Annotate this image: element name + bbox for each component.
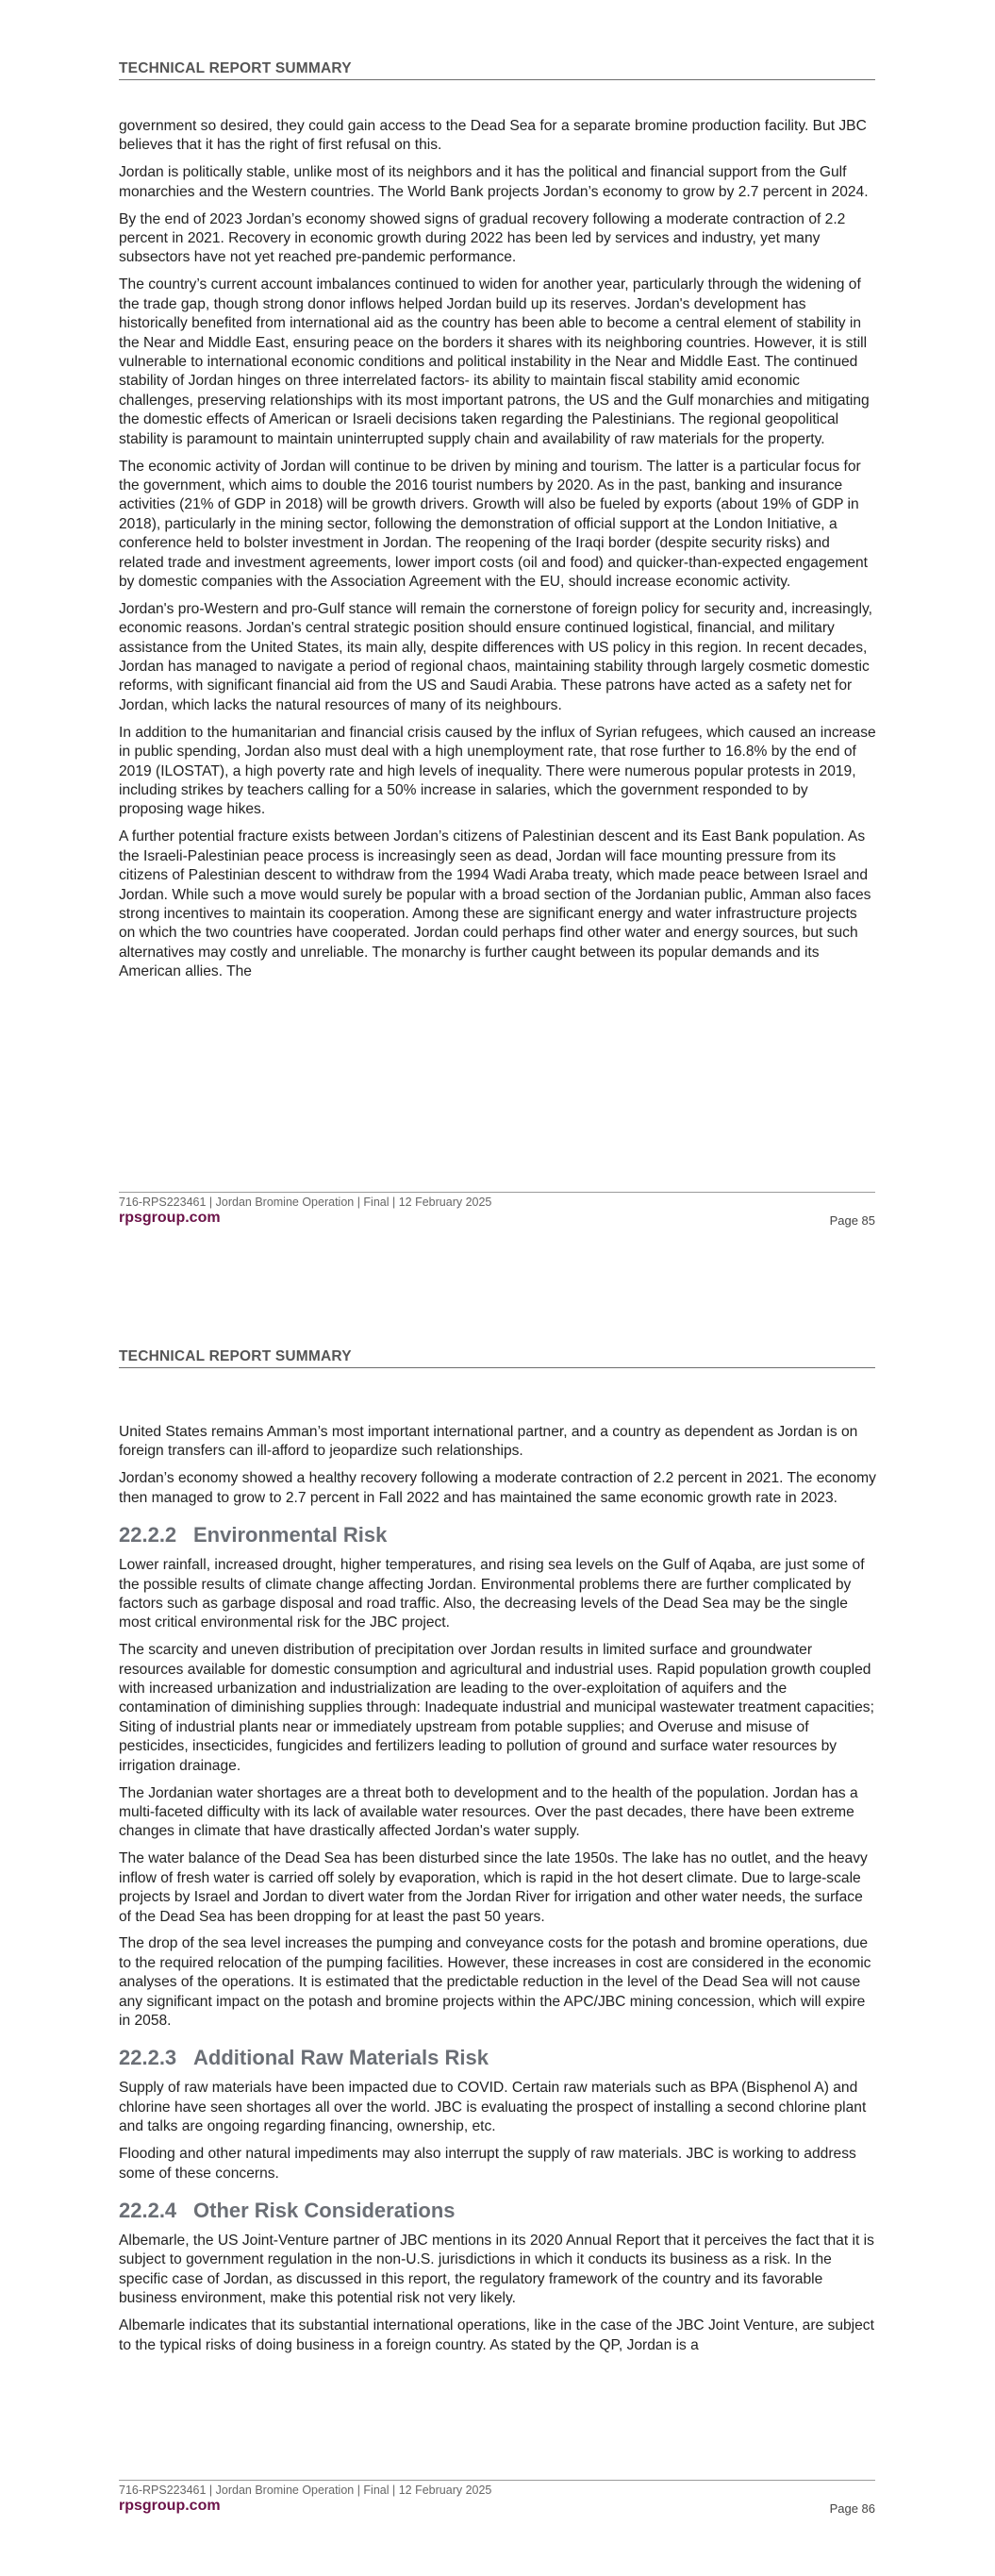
paragraph: Lower rainfall, increased drought, higher temperatures, and rising sea levels on the Gulf of Aqaba, are just some of the possible results of climate change affecting Jordan. Environmental problems there are further complicated by factors such as garbage disposal and road traffic. Also, the decreasing levels of the Dead Sea may be the single most critical environmental risk for the JBC project. — [119, 1557, 865, 1631]
footer-meta: 716-RPS223461 | Jordan Bromine Operation | Final | 12 February 2025 — [119, 1196, 492, 1209]
paragraph: The economic activity of Jordan will continue to be driven by mining and tourism. The latter is a particular focus for the government, which aims to double the 2016 tourist numbers by 2020. As in the past, banking and insurance activities (21% of GDP in 2018) will be growth drivers. Growth will also be fueled by exports (about 19% of GDP in 2018), particularly in the mining sector, following the demonstration of official support at the London Initiative, a conference held to bolster investment in Jordan. The reopening of the Iraqi border (despite security risks) and related trade and investment agreements, lower import costs (oil and food) and quicker-than-expected engagement by domestic companies with the Association Agreement with the EU, should increase economic activity. — [119, 458, 868, 590]
footer-meta: 716-RPS223461 | Jordan Bromine Operation | Final | 12 February 2025 — [119, 2484, 492, 2497]
paragraph: By the end of 2023 Jordan’s economy showed signs of gradual recovery following a moderate contraction of 2.2 percent in 2021. Recovery in economic growth during 2022 has been led by services and industry, yet many subsectors have not yet reached pre-pandemic performance. — [119, 210, 846, 266]
paragraph: The scarcity and uneven distribution of precipitation over Jordan results in limited surface and groundwater resources available for domestic consumption and agricultural and industrial uses. Rapid population growth coupled with increased urbanization and industrialization are leading to the over-exploitation of aquifers and the contamination of diminishing supplies through: Inadequate industrial and municipal wastewater treatment capacities; Siting of industrial plants near or immediately upstream from potable supplies; and Overuse and misuse of pesticides, insecticides, fungicides and fertilizers leading to pollution of ground and surface water resources by irrigation drainage. — [119, 1642, 874, 1774]
section-title: Environmental Risk — [193, 1523, 388, 1547]
section-number: 22.2.2 — [119, 1523, 177, 1547]
header-title: TECHNICAL REPORT SUMMARY — [119, 60, 352, 76]
paragraph: United States remains Amman’s most important international partner, and a country as dependent as Jordan is on foreign transfers can ill-afford to jeopardize such relationships. — [119, 1424, 858, 1460]
page-footer — [119, 1192, 875, 1227]
page-number: Page 85 — [829, 1213, 875, 1228]
page-number: Page 86 — [829, 2501, 875, 2516]
paragraph: Supply of raw materials have been impacted due to COVID. Certain raw materials such as BPA (Bisphenol A) and chlorine have seen shortages all over the world. JBC is evaluating the prospect of installing a second chlorine plant and talks are ongoing regarding financing, ownership, etc. — [119, 2080, 867, 2135]
paragraph: A further potential fracture exists between Jordan’s citizens of Palestinian descent and its East Bank population. As the Israeli-Palestinian peace process is increasingly seen as dead, Jordan will face mounting pressure from its citizens of Palestinian descent to withdraw from the 1994 Wadi Araba treaty, which made peace between Israel and Jordan. While such a move would surely be popular with a broad section of the Jordanian public, Amman also faces strong incentives to maintain its cooperation. Among these are significant energy and water infrastructure projects on which the two countries have cooperated. Jordan could perhaps find other water and energy sources, but such alternatives may costly and unreliable. The monarchy is further caught between its popular demands and its American allies. The — [119, 828, 871, 980]
section-title: Other Risk Considerations — [193, 2199, 456, 2222]
paragraph: In addition to the humanitarian and financial crisis caused by the influx of Syrian refugees, which caused an increase in public spending, Jordan also must deal with a high unemployment rate, that rose further to 16.8% by the end of 2019 (ILOSTAT), a high poverty rate and high levels of inequality. There were numerous popular protests in 2019, including strikes by teachers calling for a 50% increase in salaries, which the government responded to by proposing wage hikes. — [119, 724, 876, 818]
paragraph: Flooding and other natural impediments may also interrupt the supply of raw materials. JBC is working to address some of these concerns. — [119, 2146, 856, 2182]
paragraph: Albemarle indicates that its substantial international operations, like in the case of the JBC Joint Venture, are subject to the typical risks of doing business in a foreign country. As stated by the QP, Jordan is a — [119, 2317, 874, 2353]
paragraph: The country’s current account imbalances continued to widen for another year, particularly through the widening of the trade gap, though strong donor inflows helped Jordan build up its reserves. Jordan's development has historically benefited from international aid as the country has been able to become a central element of stability in the Near and Middle East, ensuring peace on the borders it shares with its neighboring countries. However, it is still vulnerable to international economic conditions and political instability in the Near and Middle East. The continued stability of Jordan hinges on three interrelated factors- its ability to maintain fiscal stability amid economic challenges, preserving relationships with its most important patrons, the US and the Gulf monarchies and mitigating the domestic effects of American or Israeli decisions taken regarding the Palestinians. The regional geopolitical stability is paramount to maintain uninterrupted supply chain and availability of raw materials for the property. — [119, 276, 870, 447]
page-86 — [0, 1288, 995, 2576]
page-footer — [119, 2480, 875, 2515]
paragraph: Jordan’s economy showed a healthy recovery following a moderate contraction of 2.2 percent in 2021. The economy then managed to grow to 2.7 percent in Fall 2022 and has maintained the same economic growth rate in 2023. — [119, 1470, 876, 1506]
footer-site-link[interactable]: rpsgroup.com — [119, 2498, 221, 2514]
paragraph: Jordan is politically stable, unlike most of its neighbors and it has the political and financial support from the Gulf monarchies and the Western countries. The World Bank projects Jordan’s economy to grow by 2.7 percent in 2024. — [119, 164, 869, 200]
paragraph: The drop of the sea level increases the pumping and conveyance costs for the potash and bromine operations, due to the required relocation of the pumping facilities. However, these increases in cost are considered in the economic analyses of the operations. It is estimated that the predictable reduction in the level of the Dead Sea will not cause any significant impact on the potash and bromine projects within the APC/JBC mining concession, which will expire in 2058. — [119, 1935, 871, 2030]
paragraph: Albemarle, the US Joint-Venture partner of JBC mentions in its 2020 Annual Report that it perceives the fact that it is subject to government regulation in the non-U.S. jurisdictions in which it conducts its business as a risk. In the specific case of Jordan, as discussed in this report, the regulatory framework of the country and its favorable business environment, make this potential risk not very likely. — [119, 2233, 874, 2307]
paragraph: government so desired, they could gain access to the Dead Sea for a separate bromine production facility. But JBC believes that it has the right of first refusal on this. — [119, 118, 867, 154]
section-title: Additional Raw Materials Risk — [193, 2046, 489, 2070]
header-title: TECHNICAL REPORT SUMMARY — [119, 1348, 352, 1364]
page-header — [119, 1348, 875, 1368]
section-number: 22.2.4 — [119, 2199, 177, 2222]
page-header — [119, 60, 875, 80]
section-number: 22.2.3 — [119, 2046, 177, 2070]
paragraph: The water balance of the Dead Sea has been disturbed since the late 1950s. The lake has no outlet, and the heavy inflow of fresh water is carried off solely by evaporation, which is rapid in the hot desert climate. Due to large-scale projects by Israel and Jordan to divert water from the Jordan River for irrigation and other water needs, the surface of the Dead Sea has been dropping for at least the past 50 years. — [119, 1850, 868, 1925]
paragraph: The Jordanian water shortages are a threat both to development and to the health of the population. Jordan has a multi-faceted difficulty with its lack of available water resources. Over the past decades, there have been extreme changes in climate that have drastically affected Jordan's water supply. — [119, 1784, 858, 1840]
footer-site-link[interactable]: rpsgroup.com — [119, 1210, 221, 1226]
paragraph: Jordan's pro-Western and pro-Gulf stance will remain the cornerstone of foreign policy for security and, increasingly, economic reasons. Jordan's central strategic position should ensure continued logistical, financial, and military assistance from the United States, its main ally, despite differences with US policy in this region. In recent decades, Jordan has managed to navigate a period of regional chaos, maintaining stability through largely cosmetic domestic reforms, with significant financial aid from the US and Saudi Arabia. These patrons have acted as a safety net for Jordan, which lacks the natural resources of many of its neighbours. — [119, 600, 872, 713]
section-heading — [119, 2046, 876, 2070]
section-heading — [119, 1523, 876, 1547]
page-body — [119, 117, 876, 990]
page-body — [119, 1423, 876, 2363]
section-heading — [119, 2199, 876, 2223]
